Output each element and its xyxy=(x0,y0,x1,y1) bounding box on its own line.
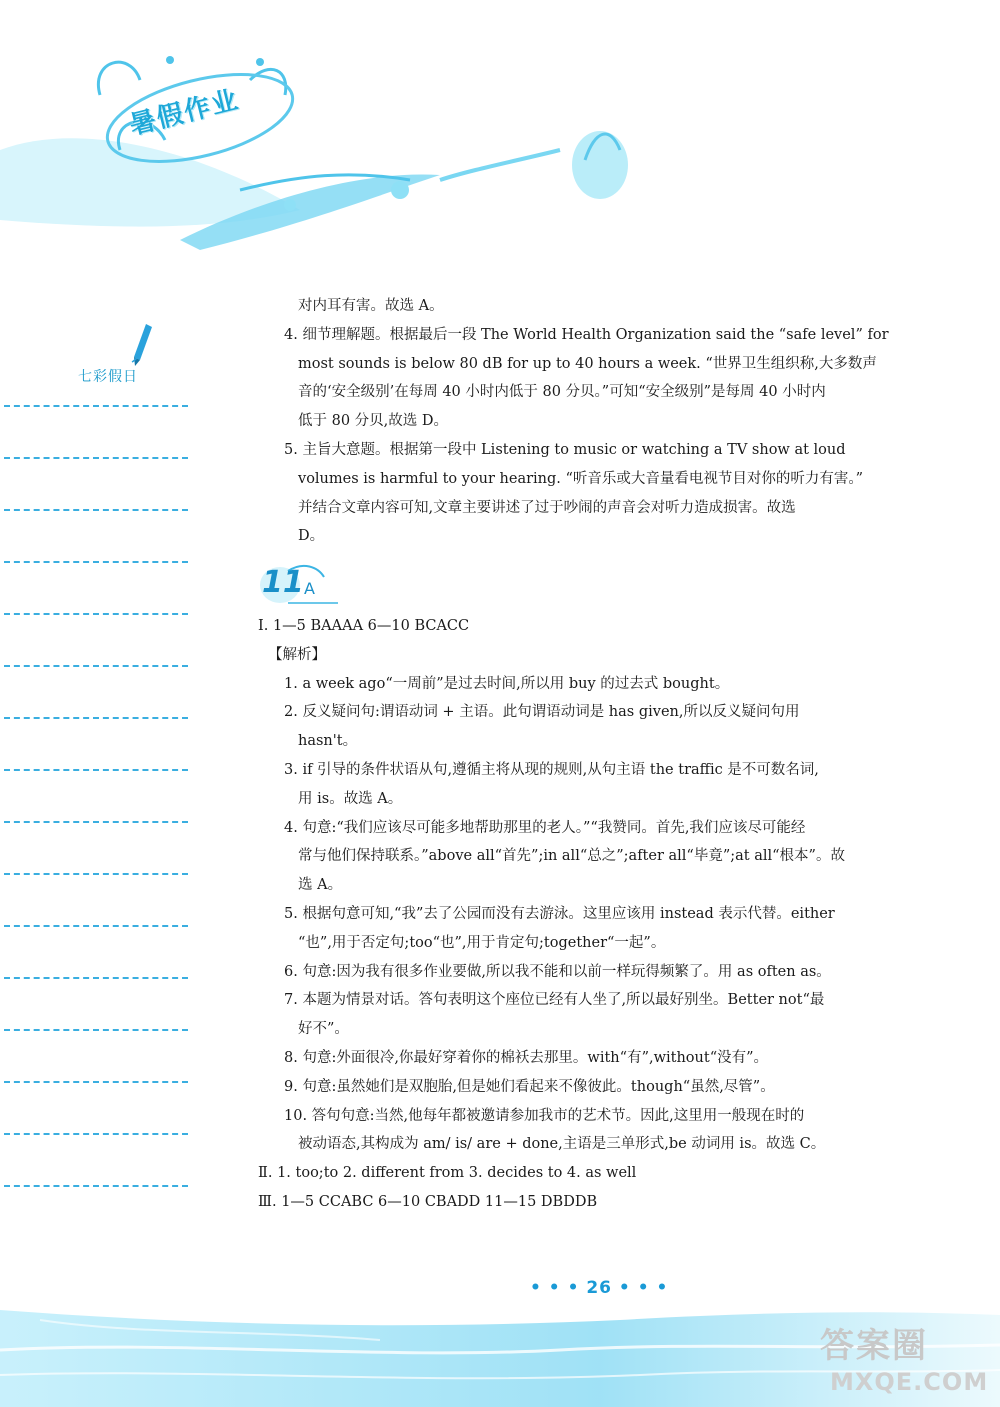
text-line: 10. 答句句意:当然,他每年都被邀请参加我市的艺术节。因此,这里用一般现在时的 xyxy=(284,1107,805,1124)
text-line: 常与他们保持联系。”above all“首先”;in all“总之”;after all“毕竟”;at all“根本”。故 xyxy=(298,848,845,865)
text-line: most sounds is below 80 dB for up to 40 hours a week. “世界卫生组织称,大多数声 xyxy=(298,355,877,372)
page-number: • • • 26 • • • xyxy=(530,1278,669,1298)
text-line: 好不”。 xyxy=(298,1021,349,1038)
watermark-url: MXQE.COM xyxy=(830,1368,989,1396)
section-heading xyxy=(258,563,348,607)
text-line: Ⅲ. 1—5 CCABC 6—10 CBADD 11—15 DBDDB xyxy=(258,1193,598,1210)
text-line: 被动语态,其构成为 am/ is/ are + done,主语是三单形式,be 动词用 is。故选 C。 xyxy=(298,1136,826,1153)
text-line: Ⅰ. 1—5 BAAAA 6—10 BCACC xyxy=(258,618,470,634)
text-line: 5. 主旨大意题。根据第一段中 Listening to music or watching a TV show at loud xyxy=(284,441,846,458)
text-line: 【解析】 xyxy=(268,646,326,663)
answer-text-part1 xyxy=(258,292,888,551)
header-decoration xyxy=(0,0,1000,290)
watermark-logo: 答案圈 xyxy=(820,1326,928,1366)
text-line: 3. if 引导的条件状语从句,遵循主将从现的规则,从句主语 the traffic 是不可数名词, xyxy=(284,761,819,778)
pen-icon xyxy=(130,322,156,368)
answer-text-part2 xyxy=(258,612,888,1217)
text-line: 选 A。 xyxy=(298,877,343,894)
text-line: 用 is。故选 A。 xyxy=(298,790,403,807)
sidebar-label: 七彩假日 xyxy=(78,369,138,385)
text-line: 2. 反义疑问句:谓语动词 + 主语。此句谓语动词是 has given,所以反义疑问句用 xyxy=(284,704,800,721)
text-line: 4. 句意:“我们应该尽可能多地帮助那里的老人。”“我赞同。首先,我们应该尽可能经 xyxy=(284,819,806,836)
header-title: 暑假作业 xyxy=(126,84,243,142)
text-line: 9. 句意:虽然她们是双胞胎,但是她们看起来不像彼此。though“虽然,尽管”。 xyxy=(284,1078,775,1095)
text-line: “也”,用于否定句;too“也”,用于肯定句;together“一起”。 xyxy=(298,934,666,951)
section-number: 11 xyxy=(262,565,304,600)
text-line: 4. 细节理解题。根据最后一段 The World Health Organization said the “safe level” for xyxy=(284,326,889,343)
text-line: 音的‘安全级别’在每周 40 小时内低于 80 分贝。”可知“安全级别”是每周 40 小时内 xyxy=(298,384,826,401)
text-line: D。 xyxy=(298,528,325,545)
text-line: Ⅱ. 1. too;to 2. different from 3. decides to 4. as well xyxy=(258,1165,637,1182)
text-line: 1. a week ago“一周前”是过去时间,所以用 buy 的过去式 bought。 xyxy=(284,675,730,692)
text-line: volumes is harmful to your hearing. “听音乐或大音量看电视节目对你的听力有害。” xyxy=(298,470,864,487)
text-line: 低于 80 分贝,故选 D。 xyxy=(298,413,449,430)
text-line: 对内耳有害。故选 A。 xyxy=(298,298,444,314)
text-line: 8. 句意:外面很冷,你最好穿着你的棉袄去那里。with“有”,without“没有”。 xyxy=(284,1049,769,1066)
text-line: hasn't。 xyxy=(298,733,358,750)
text-line: 并结合文章内容可知,文章主要讲述了过于吵闹的声音会对听力造成损害。故选 xyxy=(298,499,796,516)
text-line: 7. 本题为情景对话。答句表明这个座位已经有人坐了,所以最好别坐。Better not“最 xyxy=(284,992,825,1009)
section-letter: A xyxy=(304,579,315,598)
text-line: 6. 句意:因为我有很多作业要做,所以我不能和以前一样玩得频繁了。用 as often as。 xyxy=(284,963,831,980)
text-line: 5. 根据句意可知,“我”去了公园而没有去游泳。这里应该用 instead 表示代替。either xyxy=(284,905,835,922)
